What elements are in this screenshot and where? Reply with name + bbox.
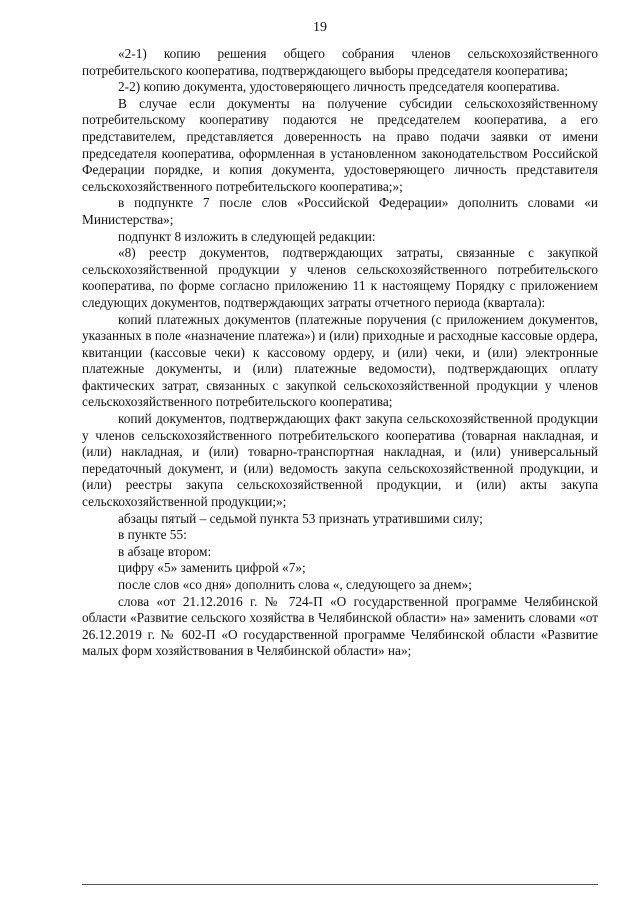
paragraph: «2-1) копию решения общего собрания членов сельскохозяйственного потребительского кооператива, подтверждающего выборы председателя кооператива;: [82, 46, 598, 78]
paragraph: слова «от 21.12.2016 г. № 724-П «О государственной программе Челябинской области «Развитие сельского хозяйства в Челябинской области» на» заменить словами «от 26.12.2019 г. № 602-П «О государственной программе Челябинской области «Развитие малых форм хозяйствования в Челябинской области» на»;: [82, 593, 598, 659]
paragraph: цифру «5» заменить цифрой «7»;: [118, 560, 306, 576]
paragraph: в пункте 55:: [118, 527, 187, 543]
paragraph: копий платежных документов (платежные поручения (с приложением документов, указанных в поле «назначение платежа») и (или) приходные и расходные кассовые ордера, квитанции (кассовые чеки) к кассовому ордеру, и (или) чеки, и (или) электронные платежные документы, и (или) платежные ведомости), подтверждающих оплату фактических затрат, связанных с закупкой сельскохозяйственной продукции у членов сельскохозяйственного потребительского кооператива;: [82, 311, 598, 410]
paragraph: после слов «со дня» дополнить слова «, следующего за днем»;: [118, 577, 472, 592]
page-number: 19: [313, 20, 327, 35]
paragraph: «8) реестр документов, подтверждающих затраты, связанные с закупкой сельскохозяйственной продукции у членов сельскохозяйственного потребительского кооператива, по форме согласно приложению 11 к настоящему Порядку с приложением следующих документов, подтверждающих затраты отчетного периода (квартала):: [82, 245, 598, 310]
document-body: [82, 46, 598, 660]
paragraph: 2-2) копию документа, удостоверяющего личность председателя кооператива.: [118, 79, 560, 95]
paragraph: абзацы пятый – седьмой пункта 53 признать утратившими силу;: [118, 510, 483, 526]
paragraph: копий документов, подтверждающих факт закупа сельскохозяйственной продукции у членов сельскохозяйственного потребительского кооператива (товарная накладная, и (или) накладная, и (или) товарно-транспортная накладная, и (или) универсальный передаточный документ, и (или) ведомость закупа сельскохозяйственной продукции, и (или) реестры закупа сельскохозяйственной продукции, и (или) акты закупа сельскохозяйственной продукции;»;: [82, 411, 598, 510]
paragraph: в подпункте 7 после слов «Российской Федерации» дополнить словами «и Министерства»;: [82, 195, 598, 227]
paragraph: В случае если документы на получение субсидии сельскохозяйственному потребительскому кооперативу подаются не председателем кооператива, а его представителем, представляется доверенность на право подачи заявки от имени председателя кооператива, оформленная в установленном законодательством Российской Федерации порядке, и копия документа, удостоверяющего личность представителя сельскохозяйственного потребительского кооператива;»;: [82, 95, 598, 194]
paragraph: подпункт 8 изложить в следующей редакции:: [118, 228, 376, 244]
paragraph: в абзаце втором:: [118, 543, 212, 559]
footer-divider: [82, 884, 598, 885]
